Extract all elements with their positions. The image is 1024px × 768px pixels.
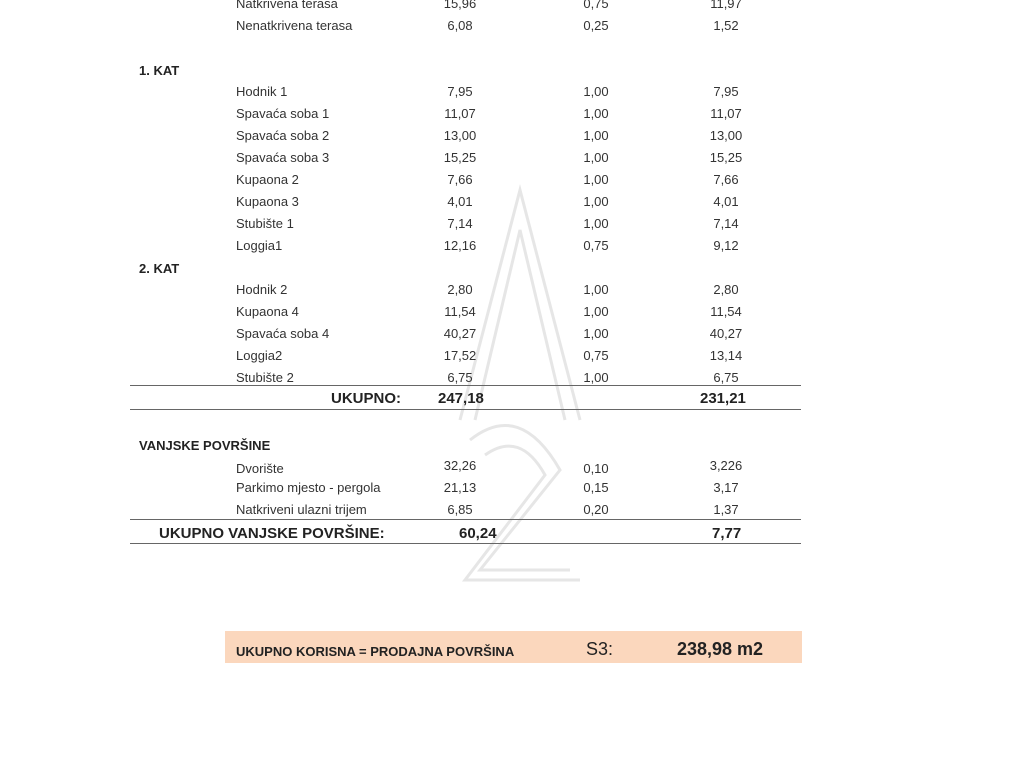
area-value: 12,16 [443,238,477,253]
table-row [0,84,1024,106]
coefficient-value: 0,15 [583,480,609,495]
room-name: Hodnik 2 [236,282,288,297]
total-label: UKUPNO: [331,390,401,407]
table-row [0,106,1024,128]
total-net: 231,21 [700,390,746,407]
room-name: Loggia1 [236,238,283,253]
net-area-value: 7,95 [713,84,739,99]
table-row [0,216,1024,238]
net-area-value: 11,54 [710,304,742,319]
coefficient-value: 0,75 [583,0,609,11]
table-row [0,238,1024,260]
divider [130,385,801,386]
coefficient-value: 1,00 [583,172,609,187]
area-value: 15,25 [443,150,477,165]
room-name: Spavaća soba 3 [236,150,330,165]
table-row [0,480,1024,502]
area-value: 40,27 [443,326,477,341]
table-row [0,458,1024,480]
room-name: Spavaća soba 1 [236,106,330,121]
room-name: Natkriveni ulazni trijem [236,502,367,517]
area-value: 7,66 [447,172,473,187]
room-name: Kupaona 3 [236,194,299,209]
section-title-floor2: 2. KAT [139,261,180,276]
area-value: 6,75 [447,370,473,385]
table-row [0,172,1024,194]
net-area-value: 2,80 [713,282,739,297]
room-name: Hodnik 1 [236,84,288,99]
area-value: 7,14 [447,216,473,231]
net-area-value: 11,07 [710,106,742,121]
divider [130,543,801,544]
room-name: Loggia2 [236,348,283,363]
area-value: 13,00 [443,128,477,143]
coefficient-value: 0,75 [583,348,609,363]
area-value: 4,01 [447,194,473,209]
table-row [0,150,1024,172]
table-row [0,304,1024,326]
net-area-value: 1,37 [713,502,739,517]
table-row [0,326,1024,348]
coefficient-value: 1,00 [583,128,609,143]
outdoor-total-label: UKUPNO VANJSKE POVRŠINE: [159,525,385,542]
outdoor-total-net: 7,77 [712,525,742,542]
room-name: Parkimo mjesto - pergola [236,480,381,495]
net-area-value: 6,75 [713,370,739,385]
net-area-value: 3,226 [709,458,743,473]
net-area-value: 1,52 [713,18,739,33]
area-value: 21,13 [443,480,477,495]
coefficient-value: 1,00 [583,194,609,209]
outdoor-total-area: 60,24 [459,525,497,542]
room-name: Kupaona 2 [236,172,299,187]
summary-box [225,631,802,663]
coefficient-value: 1,00 [583,106,609,121]
coefficient-value: 1,00 [583,150,609,165]
coefficient-value: 0,75 [583,238,609,253]
net-area-value: 9,12 [713,238,739,253]
table-row [0,282,1024,304]
room-name: Dvorište [236,461,284,476]
total-area: 247,18 [438,390,484,407]
table-row [0,128,1024,150]
net-area-value: 7,14 [713,216,739,231]
area-value: 11,07 [444,106,476,121]
coefficient-value: 0,25 [583,18,609,33]
divider [130,519,801,520]
section-title-outdoor: VANJSKE POVRŠINE [139,438,271,453]
net-area-value: 40,27 [709,326,743,341]
coefficient-value: 1,00 [583,282,609,297]
room-name: Natkrivena terasa [236,0,338,11]
area-value: 11,54 [444,304,476,319]
area-value: 17,52 [443,348,477,363]
table-row [0,502,1024,524]
summary-label: UKUPNO KORISNA = PRODAJNA POVRŠINA [236,644,515,659]
room-name: Spavaća soba 2 [236,128,330,143]
table-row [0,194,1024,216]
net-area-value: 15,25 [709,150,743,165]
coefficient-value: 1,00 [583,370,609,385]
area-value: 2,80 [447,282,473,297]
area-value: 6,85 [447,502,473,517]
divider [130,409,801,410]
area-value: 7,95 [447,84,473,99]
summary-code: S3: [586,639,614,659]
room-name: Stubište 2 [236,370,294,385]
coefficient-value: 1,00 [583,304,609,319]
section-title-floor1: 1. KAT [139,63,180,78]
area-value: 15,96 [443,0,477,11]
coefficient-value: 1,00 [583,84,609,99]
coefficient-value: 0,10 [583,461,609,476]
coefficient-value: 1,00 [583,326,609,341]
room-name: Kupaona 4 [236,304,299,319]
coefficient-value: 1,00 [583,216,609,231]
table-row [0,0,1024,18]
room-name: Spavaća soba 4 [236,326,330,341]
summary-value: 238,98 m2 [677,639,764,659]
net-area-value: 13,00 [709,128,743,143]
table-row [0,370,1024,392]
net-area-value: 4,01 [713,194,739,209]
net-area-value: 11,97 [710,0,742,11]
area-value: 6,08 [447,18,473,33]
area-value: 32,26 [443,458,477,473]
net-area-value: 13,14 [709,348,743,363]
room-name: Stubište 1 [236,216,294,231]
table-row [0,18,1024,40]
net-area-value: 7,66 [713,172,739,187]
table-row [0,348,1024,370]
room-name: Nenatkrivena terasa [236,18,353,33]
coefficient-value: 0,20 [583,502,609,517]
net-area-value: 3,17 [713,480,739,495]
